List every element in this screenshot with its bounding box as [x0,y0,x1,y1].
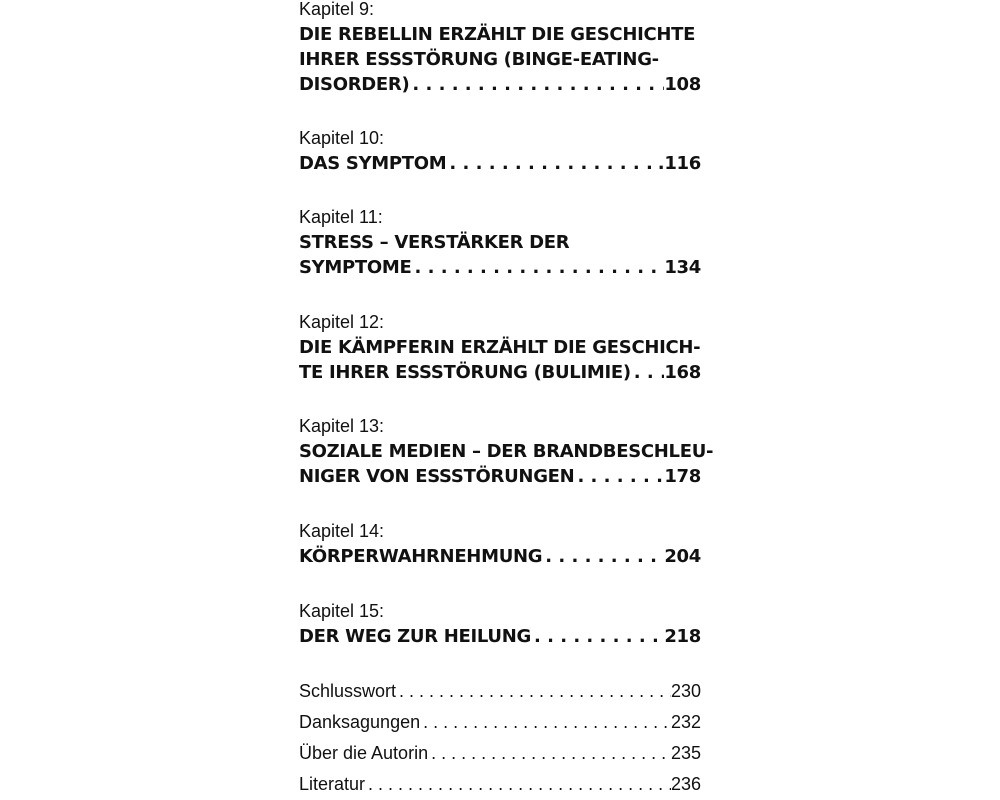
toc-chapter-9 [299,0,701,97]
chapter-title-line: STRESS – VERSTÄRKER DER [299,232,570,253]
chapter-title-line: DIE KÄMPFERIN ERZÄHLT DIE GESCHICH- [299,337,701,358]
dot-leader [446,151,657,176]
chapter-number: Kapitel 10: [299,128,385,148]
dot-leader [365,769,671,800]
dot-leader [531,624,664,649]
page-number: 235 [670,743,701,763]
chapter-number: Kapitel 9: [299,0,375,19]
chapter-number: Kapitel 15: [299,601,385,621]
dot-leader [412,255,665,280]
dot-leader [428,738,671,769]
dot-leader [542,544,664,569]
page-number: 218 [664,626,701,647]
page-number: 236 [670,774,701,794]
entry-label: Literatur [299,774,366,794]
page-number: 232 [670,712,701,732]
page-number: 168 [664,362,701,383]
chapter-title-line: SOZIALE MEDIEN – DER BRANDBESCHLEU- [299,441,714,462]
toc-chapter-11 [299,205,701,280]
chapter-title-text: DAS SYMPTOM [299,153,447,174]
toc-entry-schlusswort [299,676,701,707]
chapter-number: Kapitel 12: [299,312,385,332]
page-number: 178 [664,466,701,487]
page-number: 134 [664,257,701,278]
chapter-title-line: DIE REBELLIN ERZÄHLT DIE GESCHICHTE [299,24,696,45]
chapter-title-text: NIGER VON ESSSTÖRUNGEN [299,466,575,487]
entry-label: Danksagungen [299,712,421,732]
chapter-title-last-line [299,360,701,385]
chapter-title-last-line [299,624,701,649]
chapter-title-text: TE IHRER ESSSTÖRUNG (BULIMIE) [299,362,631,383]
page-number: 230 [670,681,701,701]
chapter-title-last-line [299,255,701,280]
chapter-title-text: SYMPTOME [299,257,412,278]
chapter-title-text: DER WEG ZUR HEILUNG [299,626,531,647]
chapter-title-text: KÖRPERWAHRNEHMUNG [299,546,543,567]
dot-leader [396,676,671,707]
chapter-number: Kapitel 14: [299,521,385,541]
dot-leader [409,72,664,97]
toc-chapter-12 [299,310,701,385]
page-number: 108 [664,74,701,95]
toc-chapter-14 [299,519,701,569]
toc-chapter-15 [299,599,701,649]
chapter-title-last-line [299,544,701,569]
chapter-title-line: IHRER ESSSTÖRUNG (BINGE-EATING- [299,49,659,70]
toc-entry-literatur [299,769,701,800]
toc-entry-ueber-die-autorin [299,738,701,769]
toc-chapter-13 [299,414,714,489]
toc-entry-danksagungen [299,707,701,738]
chapter-title-last-line [299,72,701,97]
toc-chapter-10 [299,126,701,176]
dot-leader [420,707,671,738]
page-number: 204 [664,546,701,567]
chapter-number: Kapitel 11: [299,207,383,227]
page-number: .116 [657,153,701,174]
entry-label: Schlusswort [299,681,397,701]
chapter-title-text: DISORDER) [299,74,410,95]
entry-label: Über die Autorin [299,743,429,763]
chapter-title-last-line [299,151,701,176]
dot-leader [574,464,664,489]
chapter-title-last-line [299,464,701,489]
dot-leader [631,360,665,385]
chapter-number: Kapitel 13: [299,416,385,436]
